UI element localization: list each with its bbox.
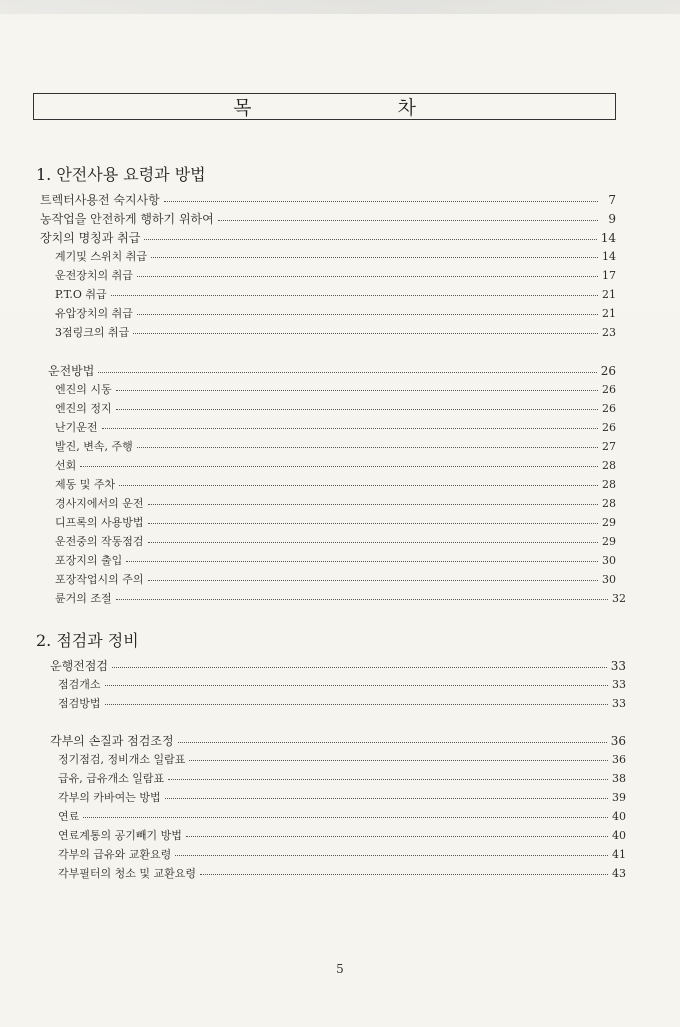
toc-entry[interactable]: 륜거의 조절 32 xyxy=(55,592,626,605)
toc-entry[interactable]: 유압장치의 취급 21 xyxy=(55,307,616,320)
section-heading-2: 2. 점검과 정비 xyxy=(36,631,139,650)
toc-entry[interactable]: 급유, 급유개소 일람표 38 xyxy=(58,772,626,785)
toc-entry[interactable]: 3점링크의 취급 23 xyxy=(55,326,616,339)
toc-entry[interactable]: 농작업을 안전하게 행하기 위하여 9 xyxy=(40,212,616,226)
toc-entry[interactable]: 운전방법 26 xyxy=(48,364,616,378)
toc-entry[interactable]: 트렉터사용전 숙지사항 7 xyxy=(40,193,616,207)
toc-entry[interactable]: P.T.O 취급 21 xyxy=(55,288,616,301)
toc-entry[interactable]: 정기점검, 정비개소 일람표 36 xyxy=(58,753,626,766)
toc-entry[interactable]: 점검개소 33 xyxy=(58,678,626,691)
toc-entry[interactable]: 운행전점검 33 xyxy=(50,659,626,673)
toc-entry[interactable]: 장치의 명칭과 취급 14 xyxy=(40,231,616,245)
toc-entry[interactable]: 발진, 변속, 주행 27 xyxy=(55,440,616,453)
toc-entry[interactable]: 각부의 급유와 교환요령 41 xyxy=(58,848,626,861)
toc-entry[interactable]: 연료 40 xyxy=(58,810,626,823)
toc-entry[interactable]: 각부의 카바여는 방법 39 xyxy=(58,791,626,804)
scan-edge xyxy=(0,0,680,14)
toc-title-box xyxy=(33,93,616,120)
toc-entry[interactable]: 선회 28 xyxy=(55,459,616,472)
toc-entry[interactable]: 각부필터의 청소 및 교환요령 43 xyxy=(58,867,626,880)
toc-entry[interactable]: 운전중의 작동점검 29 xyxy=(55,535,616,548)
section-heading-1: 1. 안전사용 요령과 방법 xyxy=(36,165,206,184)
toc-entry[interactable]: 제동 및 주차 28 xyxy=(55,478,616,491)
toc-entry[interactable]: 연료계통의 공기빼기 방법 40 xyxy=(58,829,626,842)
toc-entry[interactable]: 포장지의 출입 30 xyxy=(55,554,616,567)
toc-entry[interactable]: 운전장치의 취급 17 xyxy=(55,269,616,282)
toc-entry[interactable]: 포장작업시의 주의 30 xyxy=(55,573,616,586)
toc-entry[interactable]: 각부의 손질과 점검조정 36 xyxy=(50,734,626,748)
page-number: 5 xyxy=(336,962,344,976)
toc-entry[interactable]: 엔진의 시동 26 xyxy=(55,383,616,396)
toc-entry[interactable]: 경사지에서의 운전 28 xyxy=(55,497,616,510)
toc-entry[interactable]: 점검방법 33 xyxy=(58,697,626,710)
toc-entry[interactable]: 엔진의 정지 26 xyxy=(55,402,616,415)
toc-entry[interactable]: 디프록의 사용방법 29 xyxy=(55,516,616,529)
toc-entry[interactable]: 계기및 스위치 취급 14 xyxy=(55,250,616,263)
toc-entry[interactable]: 난기운전 26 xyxy=(55,421,616,434)
toc-title: 목 차 xyxy=(233,97,486,119)
